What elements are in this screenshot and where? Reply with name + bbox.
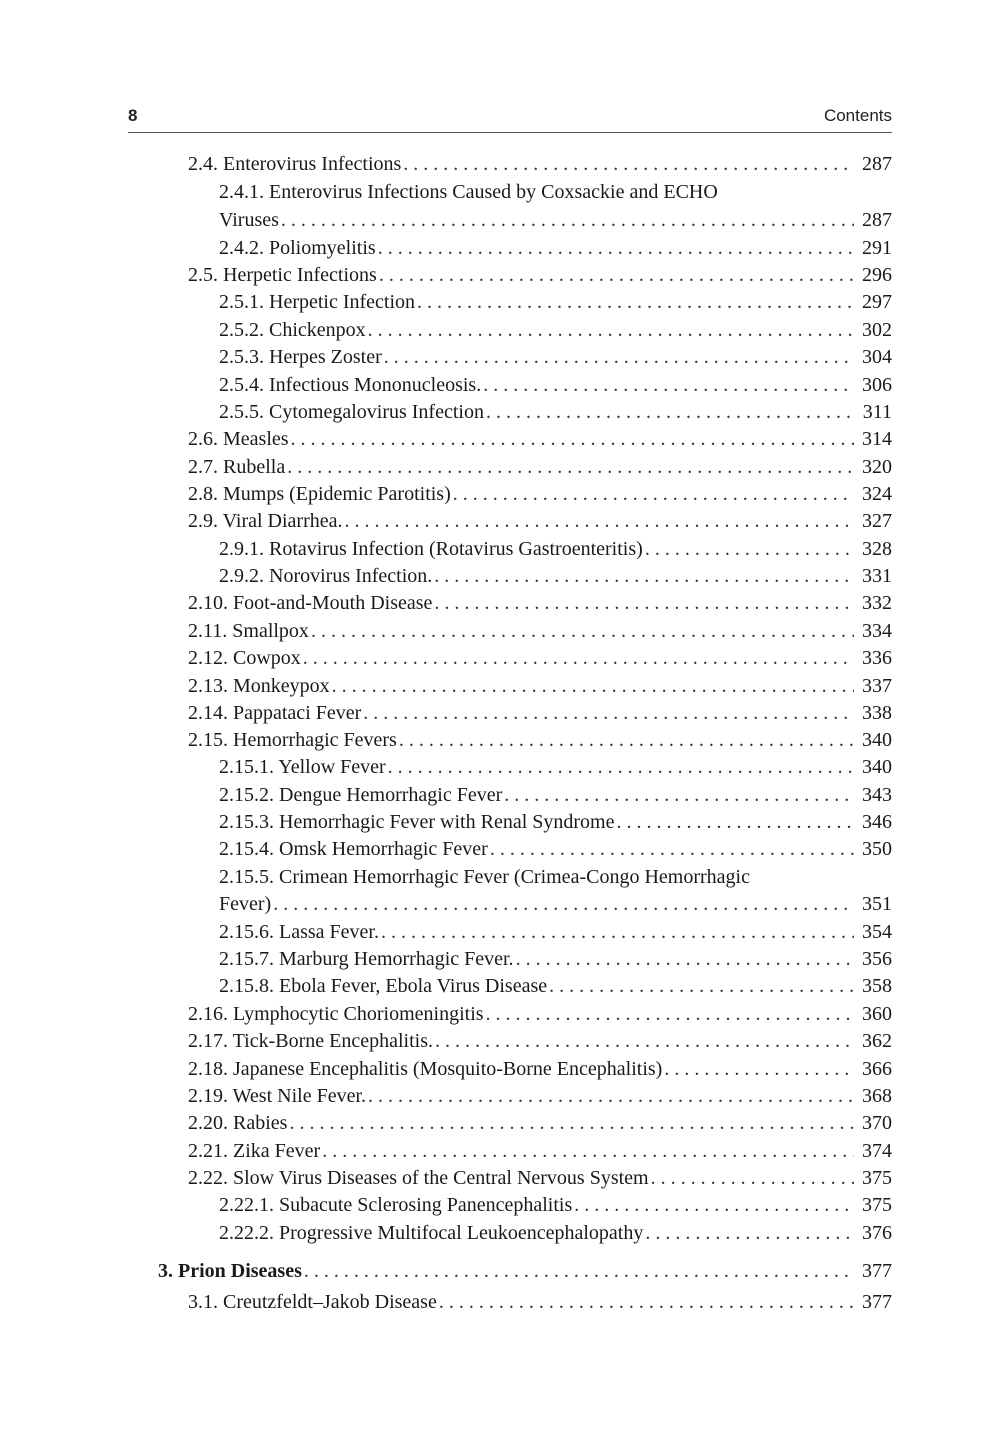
dot-leader [332, 672, 854, 700]
toc-page-number: 291 [862, 237, 892, 259]
dot-leader [574, 1191, 854, 1219]
toc-entry[interactable] [188, 699, 892, 727]
toc-entry-title: 2.18. Japanese Encephalitis (Mosquito-Borne Encephalitis) [188, 1058, 663, 1080]
toc-entry-title: 2.9. Viral Diarrhea. [188, 510, 343, 532]
toc-entry[interactable] [188, 1137, 892, 1165]
toc-entry[interactable] [219, 398, 892, 426]
toc-entry[interactable] [188, 617, 892, 645]
toc-entry-title: 2.11. Smallpox [188, 620, 309, 642]
toc-entry[interactable] [219, 890, 892, 918]
toc-entry-title: 2.5.3. Herpes Zoster [219, 346, 382, 368]
toc-entry-continuation: Fever) [219, 893, 272, 915]
toc-entry[interactable] [219, 316, 892, 344]
dot-leader [289, 1109, 854, 1137]
dot-leader [378, 234, 854, 262]
toc-page-number: 377 [862, 1291, 892, 1313]
dot-leader [379, 261, 854, 289]
toc-entry-title: 2.12. Cowpox [188, 647, 301, 669]
toc-entry[interactable] [219, 835, 892, 863]
dot-leader [303, 644, 854, 672]
toc-entry[interactable] [188, 261, 892, 289]
toc-page-number: 336 [862, 647, 892, 669]
toc-entry-title: 2.7. Rubella [188, 456, 286, 478]
toc-entry-title: 2.10. Foot-and-Mouth Disease [188, 592, 433, 614]
page-number: 8 [128, 106, 138, 125]
toc-entry[interactable] [219, 288, 892, 316]
toc-page-number: 366 [862, 1058, 892, 1080]
toc-entry-title: 3.1. Creutzfeldt–Jakob Disease [188, 1291, 437, 1313]
toc-entry[interactable] [188, 507, 892, 535]
toc-entry[interactable] [188, 425, 892, 453]
toc-entry[interactable] [188, 1000, 892, 1028]
toc-entry[interactable] [219, 371, 892, 399]
toc-page-number: 370 [862, 1112, 892, 1134]
toc-entry[interactable] [188, 453, 892, 481]
toc-entry-title: 2.6. Measles [188, 428, 289, 450]
dot-leader [434, 562, 854, 590]
dot-leader [483, 371, 854, 399]
toc-entry-title: 2.22.2. Progressive Multifocal Leukoencephalopathy [219, 1222, 644, 1244]
toc-entry[interactable] [188, 150, 892, 178]
toc-page-number: 350 [862, 838, 892, 860]
dot-leader [291, 425, 854, 453]
toc-entry[interactable] [219, 1219, 892, 1247]
toc-page-number: 358 [862, 975, 892, 997]
toc-entry-title: 2.8. Mumps (Epidemic Parotitis) [188, 483, 451, 505]
toc-entry[interactable] [188, 1027, 892, 1055]
toc-entry[interactable] [188, 1164, 892, 1192]
dot-leader [363, 699, 854, 727]
dot-leader [344, 507, 854, 535]
toc-entry-title: 2.5.5. Cytomegalovirus Infection [219, 401, 484, 423]
toc-entry-title: 2.13. Monkeypox [188, 675, 330, 697]
dot-leader [368, 1082, 854, 1110]
running-head [128, 106, 892, 133]
dot-leader [388, 753, 854, 781]
dot-leader [664, 1055, 854, 1083]
dot-leader [281, 206, 854, 234]
toc-entry[interactable] [219, 1191, 892, 1219]
toc-entry-title: 2.14. Pappataci Fever [188, 702, 362, 724]
toc-page-number: 334 [862, 620, 892, 642]
dot-leader [439, 1288, 854, 1316]
toc-entry[interactable] [219, 343, 892, 371]
dot-leader [616, 808, 854, 836]
toc-entry-title: 2.5.1. Herpetic Infection [219, 291, 416, 313]
toc-page-number: 375 [862, 1167, 892, 1189]
dot-leader [651, 1164, 854, 1192]
dot-leader [453, 480, 854, 508]
toc-entry[interactable] [219, 562, 892, 590]
toc-entry-continuation: Viruses [219, 209, 279, 231]
toc-entry[interactable] [219, 535, 892, 563]
toc-entry-title: 2.15.3. Hemorrhagic Fever with Renal Syndrome [219, 811, 615, 833]
toc-page-number: 343 [862, 784, 892, 806]
toc-page-number: 346 [862, 811, 892, 833]
dot-leader [384, 343, 854, 371]
dot-leader [311, 617, 854, 645]
toc-chapter-entry[interactable] [158, 1257, 892, 1285]
toc-entry[interactable] [219, 972, 892, 1000]
toc-page-number: 306 [862, 374, 892, 396]
toc-entry-title: 2.22. Slow Virus Diseases of the Central Nervous System [188, 1167, 649, 1189]
toc-entry[interactable] [219, 918, 892, 946]
toc-entry-title: 2.5. Herpetic Infections [188, 264, 377, 286]
dot-leader [417, 288, 854, 316]
toc-page-number: 328 [862, 538, 892, 560]
toc-page-number: 302 [862, 319, 892, 341]
toc-page-number: 376 [862, 1222, 892, 1244]
toc-entry[interactable] [188, 1055, 892, 1083]
toc-page-number: 304 [862, 346, 892, 368]
toc-entry-title: 2.4.2. Poliomyelitis [219, 237, 376, 259]
dot-leader [516, 945, 854, 973]
toc-page-number: 327 [862, 510, 892, 532]
toc-page-number: 356 [862, 948, 892, 970]
toc-entry[interactable] [219, 808, 892, 836]
toc-entry-title: 2.15.8. Ebola Fever, Ebola Virus Disease [219, 975, 548, 997]
dot-leader [434, 589, 854, 617]
toc-page-number: 375 [862, 1194, 892, 1216]
toc-entry[interactable] [219, 753, 892, 781]
running-head-title: Contents [823, 106, 892, 125]
toc-page-number: 368 [862, 1085, 892, 1107]
toc-page-number: 337 [862, 675, 892, 697]
toc-entry[interactable] [219, 945, 892, 973]
toc-entry-title: 2.17. Tick-Borne Encephalitis. [188, 1030, 433, 1052]
toc-entry-title: 2.16. Lymphocytic Choriomeningitis [188, 1003, 484, 1025]
dot-leader [645, 535, 854, 563]
toc-entry-title: 2.15.5. Crimean Hemorrhagic Fever (Crimea-Congo Hemorrhagic [219, 866, 750, 888]
toc-entry-title: 2.22.1. Subacute Sclerosing Panencephalitis [219, 1194, 573, 1216]
toc-entry-title: 2.21. Zika Fever [188, 1140, 321, 1162]
toc-page-number: 297 [862, 291, 892, 313]
toc-page-number: 287 [862, 209, 892, 231]
toc-entry[interactable] [188, 726, 892, 754]
toc-page-number: 311 [862, 401, 892, 423]
toc-page-number: 351 [862, 893, 892, 915]
toc-entry[interactable] [219, 781, 892, 809]
toc-page-number: 320 [862, 456, 892, 478]
toc-entry-title: 2.5.4. Infectious Mononucleosis. [219, 374, 482, 396]
toc-entry-title: 2.15.7. Marburg Hemorrhagic Fever. [219, 948, 514, 970]
dot-leader [399, 726, 854, 754]
toc-page-number: 332 [862, 592, 892, 614]
dot-leader [322, 1137, 854, 1165]
toc-entry-title: 2.15. Hemorrhagic Fevers [188, 729, 397, 751]
toc-entry[interactable] [188, 1082, 892, 1110]
dot-leader [549, 972, 854, 1000]
toc-entry[interactable] [188, 480, 892, 508]
toc-page-number: 324 [862, 483, 892, 505]
toc-entry[interactable] [188, 1109, 892, 1137]
toc-entry-title: 2.19. West Nile Fever. [188, 1085, 366, 1107]
toc-page-number: 377 [862, 1260, 892, 1282]
toc-page-number: 314 [862, 428, 892, 450]
toc-page-number: 340 [862, 729, 892, 751]
dot-leader [486, 1000, 854, 1028]
toc-entry-title: 2.20. Rabies [188, 1112, 288, 1134]
toc-entry-title: 2.15.6. Lassa Fever. [219, 921, 379, 943]
toc-entry[interactable] [188, 1288, 892, 1316]
dot-leader [273, 890, 854, 918]
toc-entry-title: 3. Prion Diseases [158, 1260, 302, 1282]
toc-page-number: 338 [862, 702, 892, 724]
toc-page-number: 354 [862, 921, 892, 943]
toc-entry-title: 2.15.1. Yellow Fever [219, 756, 386, 778]
dot-leader [368, 316, 854, 344]
toc-page-number: 340 [862, 756, 892, 778]
dot-leader [645, 1219, 854, 1247]
toc-page-number: 331 [862, 565, 892, 587]
toc-entry-title: 2.15.4. Omsk Hemorrhagic Fever [219, 838, 488, 860]
toc-entry[interactable] [219, 234, 892, 262]
toc-page-number: 287 [862, 153, 892, 175]
dot-leader [490, 835, 854, 863]
dot-leader [486, 398, 854, 426]
toc-entry-title: 2.9.2. Norovirus Infection. [219, 565, 433, 587]
toc-page-number: 362 [862, 1030, 892, 1052]
toc-entry[interactable] [219, 206, 892, 234]
toc-entry-title: 2.4. Enterovirus Infections [188, 153, 402, 175]
dot-leader [504, 781, 854, 809]
toc-page-number: 360 [862, 1003, 892, 1025]
dot-leader [304, 1257, 854, 1285]
toc-page-number: 296 [862, 264, 892, 286]
toc-entry[interactable] [188, 644, 892, 672]
toc-page-number: 374 [862, 1140, 892, 1162]
dot-leader [381, 918, 854, 946]
toc-entry-title: 2.5.2. Chickenpox [219, 319, 366, 341]
dot-leader [435, 1027, 854, 1055]
toc-entry-title: 2.15.2. Dengue Hemorrhagic Fever [219, 784, 503, 806]
dot-leader [287, 453, 854, 481]
toc-entry[interactable] [188, 589, 892, 617]
toc-entry-title: 2.9.1. Rotavirus Infection (Rotavirus Gastroenteritis) [219, 538, 643, 560]
toc-entry-title: 2.4.1. Enterovirus Infections Caused by Coxsackie and ECHO [219, 181, 718, 203]
toc-entry[interactable] [188, 672, 892, 700]
dot-leader [403, 150, 854, 178]
